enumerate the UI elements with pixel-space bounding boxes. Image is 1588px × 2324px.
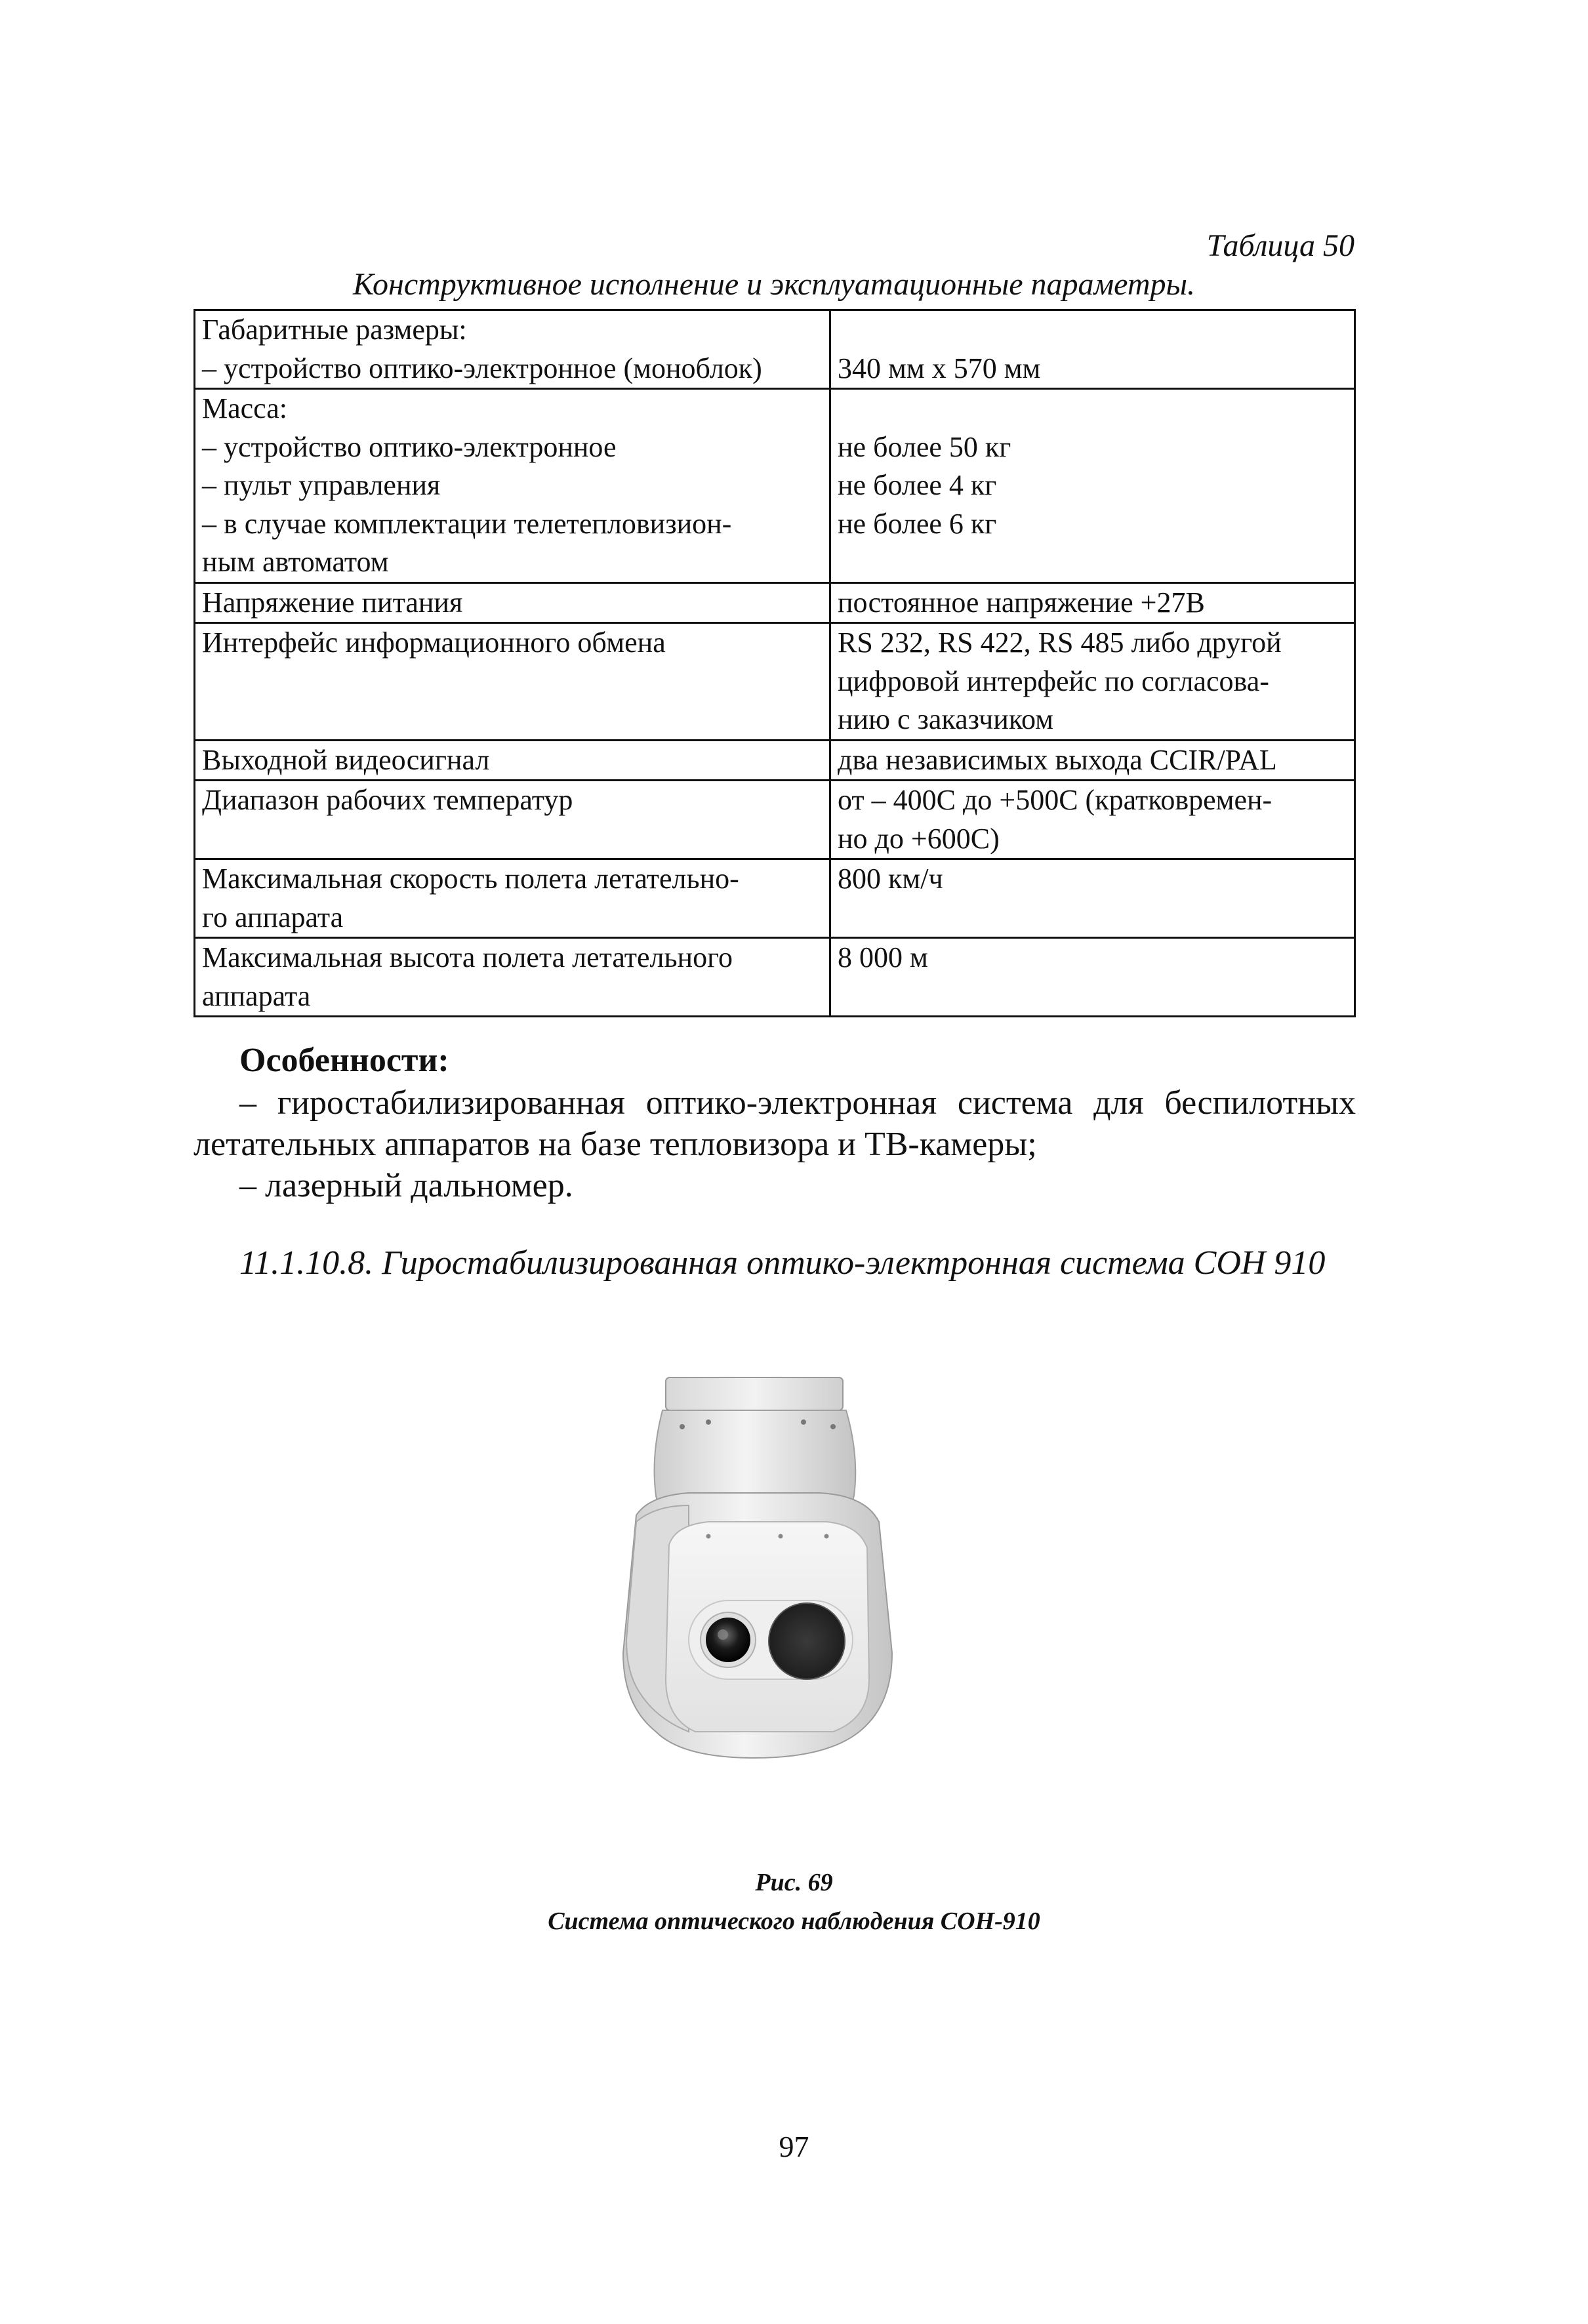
value-text — [838, 390, 1347, 428]
param-cell — [195, 740, 830, 781]
value-text: 800 км/ч — [838, 863, 943, 895]
table-row — [195, 389, 1355, 583]
value-text — [838, 311, 1347, 350]
value-cell — [830, 310, 1355, 389]
value-text: не более 4 кг — [838, 469, 997, 501]
param-text: – устройство оптико-электронное — [202, 430, 617, 463]
figure-caption: Система оптического наблюдения СОН-910 — [548, 1907, 1040, 1935]
param-text: Максимальная скорость полета летательно- — [202, 863, 739, 895]
features-list — [193, 1082, 1356, 1206]
param-cell — [195, 938, 830, 1017]
value-text: постоянное напряжение +27В — [838, 586, 1205, 619]
page-number: 97 — [779, 2130, 809, 2163]
value-text: 8 000 м — [838, 941, 928, 973]
param-text: – пульт управления — [202, 469, 441, 501]
value-text: два независимых выхода CCIR/PAL — [838, 743, 1277, 776]
param-text: Диапазон рабочих температур — [202, 784, 573, 816]
param-text: – в случае комплектации телетепловизион- — [202, 507, 732, 540]
table-row — [195, 310, 1355, 389]
param-cell — [195, 582, 830, 623]
feature-item: – гиростабилизированная оптико-электронная система для беспилотных летательных аппаратов на базе тепловизора и ТВ-камеры; — [193, 1084, 1356, 1163]
value-text: от – 400С до +500С (кратковремен- — [838, 784, 1272, 816]
param-cell — [195, 389, 830, 583]
surveillance-system-photo — [610, 1364, 951, 1810]
section-title: 11.1.10.8. Гиростабилизированная оптико-электронная система СОН 910 — [239, 1244, 1326, 1282]
param-cell — [195, 781, 830, 859]
value-text: цифровой интерфейс по согласова- — [838, 664, 1269, 697]
parameters-table — [193, 309, 1356, 1017]
param-cell — [195, 310, 830, 389]
table-row — [195, 740, 1355, 781]
param-text: – устройство оптико-электронное (моноблок) — [202, 352, 762, 384]
table-row — [195, 781, 1355, 859]
value-text: не более 6 кг — [838, 507, 997, 540]
value-cell — [830, 740, 1355, 781]
table-number: Таблица 50 — [1206, 228, 1354, 263]
table-row — [195, 859, 1355, 938]
value-cell — [830, 389, 1355, 583]
figure-number: Рис. 69 — [755, 1869, 833, 1896]
value-cell — [830, 623, 1355, 741]
param-cell — [195, 859, 830, 938]
value-cell — [830, 938, 1355, 1017]
param-text: аппарата — [202, 979, 311, 1012]
param-text: Масса: — [202, 392, 288, 424]
param-text: Выходной видеосигнал — [202, 743, 490, 776]
feature-item: – лазерный дальномер. — [239, 1167, 573, 1204]
param-text: го аппарата — [202, 901, 344, 933]
param-cell — [195, 623, 830, 741]
param-text: ным автоматом — [202, 546, 389, 578]
param-text: Напряжение питания — [202, 586, 463, 619]
value-cell — [830, 859, 1355, 938]
param-text: Интерфейс информационного обмена — [202, 626, 666, 659]
figure-photo — [610, 1364, 951, 1810]
table-row — [195, 582, 1355, 623]
table-row — [195, 938, 1355, 1017]
value-cell — [830, 582, 1355, 623]
param-text: Максимальная высота полета летательного — [202, 941, 733, 973]
param-text: Габаритные размеры: — [202, 314, 467, 346]
value-cell — [830, 781, 1355, 859]
value-text: 340 мм х 570 мм — [838, 352, 1041, 384]
value-text: нию с заказчиком — [838, 703, 1053, 735]
features-heading: Особенности: — [239, 1042, 449, 1079]
value-text: RS 232, RS 422, RS 485 либо другой — [838, 626, 1282, 659]
table-row — [195, 623, 1355, 741]
value-text: но до +600С) — [838, 822, 1000, 855]
value-text: не более 50 кг — [838, 430, 1011, 463]
table-caption: Конструктивное исполнение и эксплуатационные параметры. — [352, 267, 1196, 302]
